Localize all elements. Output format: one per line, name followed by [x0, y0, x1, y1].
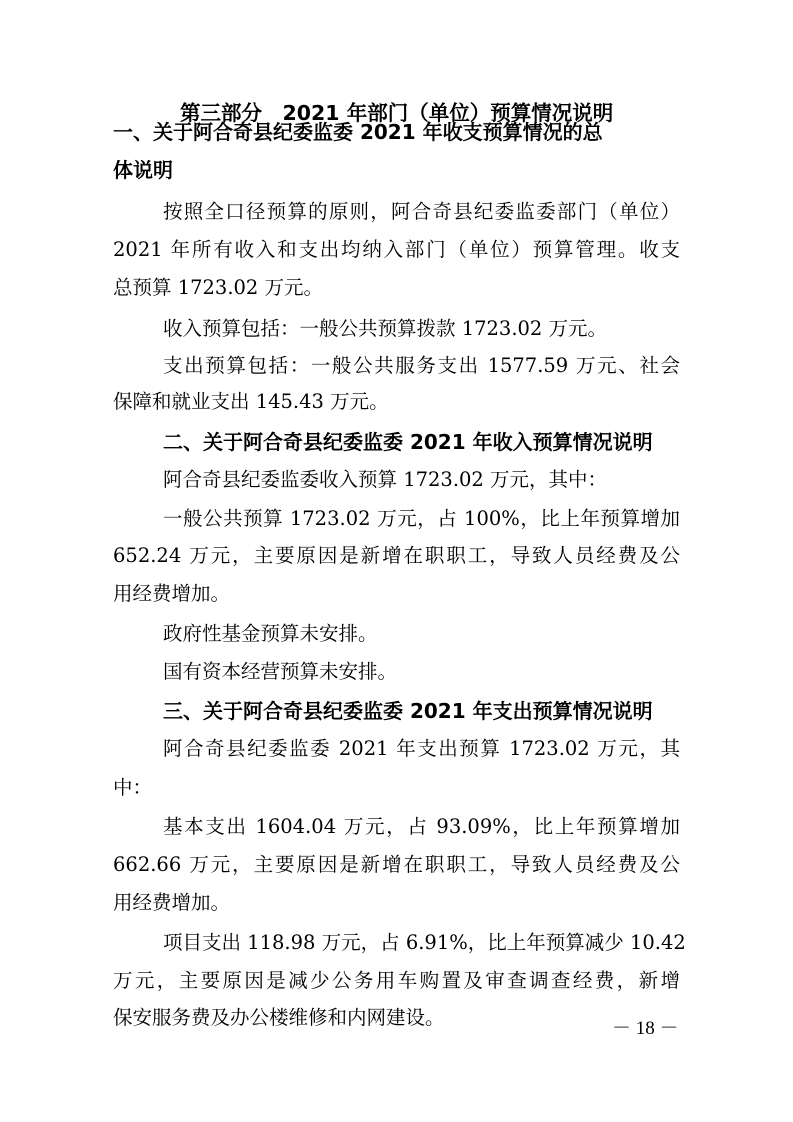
paragraph-line: 政府性基金预算未安排。: [163, 622, 378, 645]
paragraph-line: 国有资本经营预算未安排。: [163, 660, 398, 683]
section-heading-line: 体说明: [113, 158, 173, 182]
paragraph-line: 用经费增加。: [113, 582, 231, 605]
section-heading-line: 三、关于阿合奇县纪委监委 2021 年支出预算情况说明: [163, 699, 653, 723]
paragraph-line: 中：: [113, 776, 153, 799]
page-number: － 18 －: [612, 1018, 679, 1039]
paragraph-line: 一般公共预算 1723.02 万元，占 100%，比上年预算增加: [163, 507, 680, 530]
paragraph-line: 662.66 万元，主要原因是新增在职职工，导致人员经费及公: [113, 853, 680, 876]
paragraph-line: 保障和就业支出 145.43 万元。: [113, 390, 389, 413]
paragraph-line: 万元，主要原因是减少公务用车购置及审查调查经费，新增: [113, 969, 680, 992]
paragraph-line: 项目支出 118.98 万元，占 6.91%，比上年预算减少 10.42: [163, 931, 686, 954]
paragraph-line: 总预算 1723.02 万元。: [113, 276, 324, 299]
paragraph-line: 按照全口径预算的原则，阿合奇县纪委监委部门（单位）: [163, 200, 680, 223]
paragraph-line: 652.24 万元，主要原因是新增在职职工，导致人员经费及公: [113, 544, 680, 567]
paragraph-line: 阿合奇县纪委监委收入预算 1723.02 万元，其中：: [163, 468, 608, 491]
paragraph-line: 收入预算包括：一般公共预算拨款 1723.02 万元。: [163, 317, 608, 340]
paragraph-line: 用经费增加。: [113, 891, 231, 914]
section-heading-line: 一、关于阿合奇县纪委监委 2021 年收支预算情况的总: [113, 120, 603, 144]
paragraph-line: 2021 年所有收入和支出均纳入部门（单位）预算管理。收支: [113, 238, 680, 261]
paragraph-line: 保安服务费及办公楼维修和内网建设。: [113, 1006, 445, 1029]
paragraph-line: 阿合奇县纪委监委 2021 年支出预算 1723.02 万元，其: [163, 737, 680, 760]
paragraph-line: 基本支出 1604.04 万元，占 93.09%，比上年预算增加: [163, 815, 680, 838]
page-title: 第三部分 2021 年部门（单位）预算情况说明: [180, 101, 614, 125]
section-heading-line: 二、关于阿合奇县纪委监委 2021 年收入预算情况说明: [163, 430, 653, 454]
paragraph-line: 支出预算包括：一般公共服务支出 1577.59 万元、社会: [163, 354, 680, 377]
